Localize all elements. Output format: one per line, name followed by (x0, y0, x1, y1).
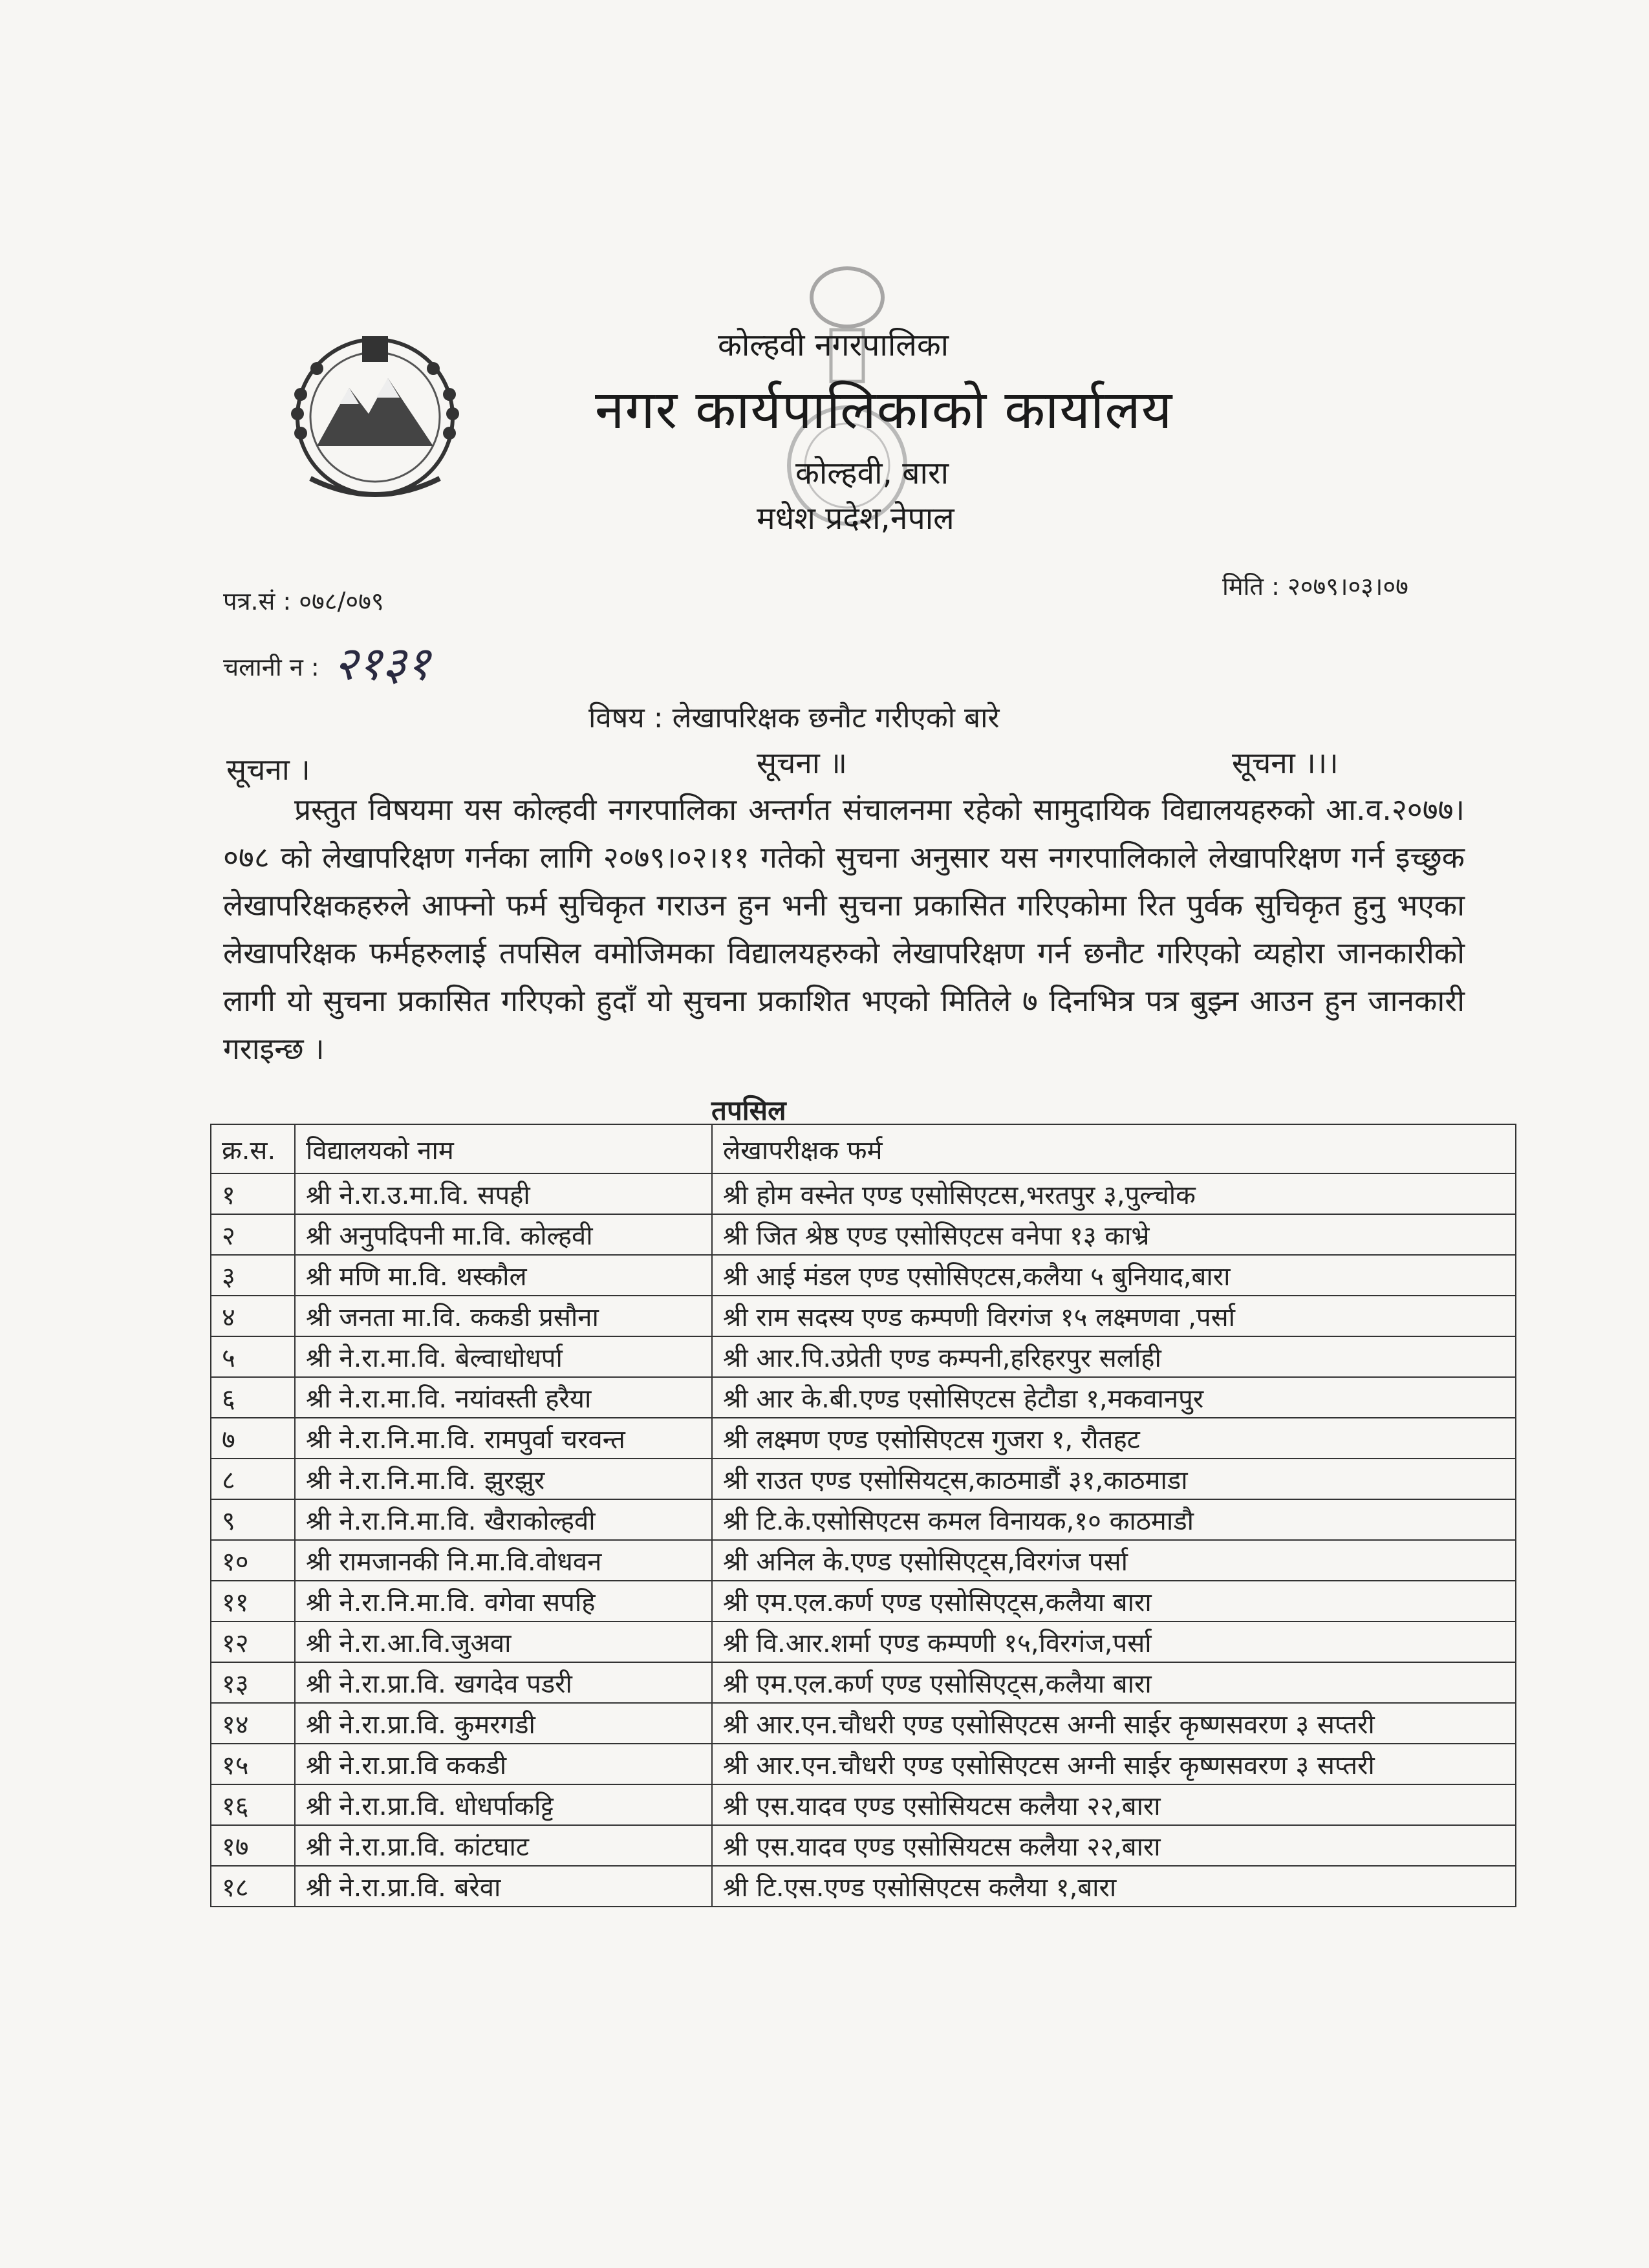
cell-auditor-firm: श्री राउत एण्ड एसोसियट्स,काठमाडौं ३१,काठमाडा (712, 1459, 1516, 1499)
cell-serial: ६ (211, 1377, 295, 1418)
cell-serial: १७ (211, 1825, 295, 1866)
cell-serial: ८ (211, 1459, 295, 1499)
table-row (211, 1621, 1516, 1662)
cell-school-name: श्री रामजानकी नि.मा.वि.वोधवन (295, 1540, 712, 1581)
cell-serial: १८ (211, 1866, 295, 1907)
notice-label-3: सूचना ।।। (1232, 745, 1339, 780)
cell-school-name: श्री ने.रा.नि.मा.वि. वगेवा सपहि (295, 1581, 712, 1621)
cell-auditor-firm: श्री टि.के.एसोसिएटस कमल विनायक,१० काठमाडौ (712, 1499, 1516, 1540)
cell-auditor-firm: श्री होम वस्नेत एण्ड एसोसिएटस,भरतपुर ३,पुल्चोक (712, 1173, 1516, 1214)
cell-serial: १३ (211, 1662, 295, 1703)
column-header-serial: क्र.स. (211, 1124, 295, 1173)
cell-serial: ५ (211, 1336, 295, 1377)
cell-auditor-firm: श्री आर के.बी.एण्ड एसोसिएटस हेटौडा १,मकवानपुर (712, 1377, 1516, 1418)
cell-serial: ७ (211, 1418, 295, 1459)
cell-school-name: श्री ने.रा.प्रा.वि. खगदेव पडरी (295, 1662, 712, 1703)
cell-school-name: श्री ने.रा.उ.मा.वि. सपही (295, 1173, 712, 1214)
subject-line: विषय : लेखापरिक्षक छनौट गरीएको बारे (588, 701, 1000, 734)
dispatch-label: चलानी न : (223, 653, 319, 681)
cell-auditor-firm: श्री वि.आर.शर्मा एण्ड कम्पणी १५,विरगंज,पर्सा (712, 1621, 1516, 1662)
cell-school-name: श्री ने.रा.नि.मा.वि. झुरझुर (295, 1459, 712, 1499)
cell-auditor-firm: श्री एम.एल.कर्ण एण्ड एसोसिएट्स,कलैया बारा (712, 1581, 1516, 1621)
dispatch-number (223, 630, 431, 694)
table-row (211, 1825, 1516, 1866)
cell-auditor-firm: श्री टि.एस.एण्ड एसोसिएटस कलैया १,बारा (712, 1866, 1516, 1907)
cell-school-name: श्री ने.रा.प्रा.वि. बरेवा (295, 1866, 712, 1907)
cell-serial: १ (211, 1173, 295, 1214)
table-title: तपसिल (711, 1095, 786, 1126)
table-row (211, 1173, 1516, 1214)
table-row (211, 1499, 1516, 1540)
reference-number: पत्र.सं : ०७८/०७९ (223, 587, 384, 615)
cell-auditor-firm: श्री अनिल के.एण्ड एसोसिएट्स,विरगंज पर्सा (712, 1540, 1516, 1581)
cell-serial: २ (211, 1214, 295, 1255)
table-row (211, 1866, 1516, 1907)
office-location: कोल्हवी, बारा (795, 455, 949, 491)
table-row (211, 1540, 1516, 1581)
cell-school-name: श्री अनुपदिपनी मा.वि. कोल्हवी (295, 1214, 712, 1255)
cell-serial: ११ (211, 1581, 295, 1621)
table-row (211, 1581, 1516, 1621)
table-row (211, 1459, 1516, 1499)
table-row (211, 1418, 1516, 1459)
cell-auditor-firm: श्री आई मंडल एण्ड एसोसिएटस,कलैया ५ बुनियाद,बारा (712, 1255, 1516, 1296)
notice-label-2: सूचना ॥ (757, 745, 847, 780)
notice-body: प्रस्तुत विषयमा यस कोल्हवी नगरपालिका अन्तर्गत संचालनमा रहेको सामुदायिक विद्यालयहरुको आ.व.२०७७।०७८ को लेखापरिक्षण गर्नका लागि २०७९।०२।११ गतेको सुचना अनुसार यस नगरपालिकाले लेखापरिक्षण गर्न इच्छुक लेखापरिक्षकहरुले आफ्नो फर्म सुचिकृत गराउन हुन भनी सुचना प्रकासित गरिएकोमा रित पुर्वक सुचिकृत हुनु भएका लेखापरिक्षक फर्महरुलाई तपसिल वमोजिमका विद्यालयहरुको लेखापरिक्षण गर्न छनौट गरिएको व्यहोरा जानकारीको लागी यो सुचना प्रकासित गरिएको हुदाँ यो सुचना प्रकाशित भएको मितिले ७ दिनभित्र पत्र बुझ्न आउन हुन जानकारी गराइन्छ । (223, 792, 1465, 1066)
table-row (211, 1703, 1516, 1744)
municipality-name: कोल्हवी नगरपालिका (718, 327, 949, 363)
table-row (211, 1336, 1516, 1377)
office-title: नगर कार्यपालिकाको कार्यालय (595, 380, 1173, 441)
cell-auditor-firm: श्री आर.एन.चौधरी एण्ड एसोसिएटस अग्नी साईर कृष्णसवरण ३ सप्तरी (712, 1744, 1516, 1784)
cell-auditor-firm: श्री एम.एल.कर्ण एण्ड एसोसिएट्स,कलैया बारा (712, 1662, 1516, 1703)
cell-serial: १२ (211, 1621, 295, 1662)
table-row (211, 1377, 1516, 1418)
column-header-firm: लेखापरीक्षक फर्म (712, 1124, 1516, 1173)
cell-serial: ३ (211, 1255, 295, 1296)
cell-school-name: श्री ने.रा.मा.वि. बेल्वाधोधर्पा (295, 1336, 712, 1377)
cell-school-name: श्री ने.रा.प्रा.वि. कुमरगडी (295, 1703, 712, 1744)
government-emblem-icon (272, 317, 479, 511)
cell-serial: १५ (211, 1744, 295, 1784)
cell-school-name: श्री ने.रा.नि.मा.वि. खैराकोल्हवी (295, 1499, 712, 1540)
table-row (211, 1784, 1516, 1825)
cell-auditor-firm: श्री एस.यादव एण्ड एसोसियटस कलैया २२,बारा (712, 1825, 1516, 1866)
cell-school-name: श्री ने.रा.प्रा.वि ककडी (295, 1744, 712, 1784)
table-row (211, 1744, 1516, 1784)
table-header-row (211, 1124, 1516, 1173)
cell-school-name: श्री मणि मा.वि. थस्कौल (295, 1255, 712, 1296)
cell-auditor-firm: श्री राम सदस्य एण्ड कम्पणी विरगंज १५ लक्ष्मणवा ,पर्सा (712, 1296, 1516, 1336)
table-row (211, 1255, 1516, 1296)
table-body (211, 1173, 1516, 1907)
dispatch-handwritten-value: २१३१ (333, 636, 431, 690)
table-row (211, 1662, 1516, 1703)
auditor-assignment-table (210, 1124, 1516, 1907)
cell-auditor-firm: श्री लक्ष्मण एण्ड एसोसिएटस गुजरा १, रौतहट (712, 1418, 1516, 1459)
cell-auditor-firm: श्री आर.पि.उप्रेती एण्ड कम्पनी,हरिहरपुर सर्लाही (712, 1336, 1516, 1377)
office-province: मधेश प्रदेश,नेपाल (757, 500, 954, 537)
cell-serial: ४ (211, 1296, 295, 1336)
cell-serial: १६ (211, 1784, 295, 1825)
table-row (211, 1296, 1516, 1336)
letter-date: मिति : २०७९।०३।०७ (1222, 572, 1408, 601)
cell-school-name: श्री जनता मा.वि. ककडी प्रसौना (295, 1296, 712, 1336)
cell-serial: १४ (211, 1703, 295, 1744)
cell-school-name: श्री ने.रा.प्रा.वि. धोधर्पाकट्टि (295, 1784, 712, 1825)
cell-school-name: श्री ने.रा.नि.मा.वि. रामपुर्वा चरवन्त (295, 1418, 712, 1459)
cell-school-name: श्री ने.रा.मा.वि. नयांवस्ती हरैया (295, 1377, 712, 1418)
cell-school-name: श्री ने.रा.प्रा.वि. कांटघाट (295, 1825, 712, 1866)
cell-serial: १० (211, 1540, 295, 1581)
cell-auditor-firm: श्री आर.एन.चौधरी एण्ड एसोसिएटस अग्नी साईर कृष्णसवरण ३ सप्तरी (712, 1703, 1516, 1744)
column-header-school: विद्यालयको नाम (295, 1124, 712, 1173)
notice-label-1: सूचना । (226, 752, 310, 787)
cell-serial: ९ (211, 1499, 295, 1540)
cell-school-name: श्री ने.रा.आ.वि.जुअवा (295, 1621, 712, 1662)
cell-auditor-firm: श्री एस.यादव एण्ड एसोसियटस कलैया २२,बारा (712, 1784, 1516, 1825)
cell-auditor-firm: श्री जित श्रेष्ठ एण्ड एसोसिएटस वनेपा १३ काभ्रे (712, 1214, 1516, 1255)
table-row (211, 1214, 1516, 1255)
